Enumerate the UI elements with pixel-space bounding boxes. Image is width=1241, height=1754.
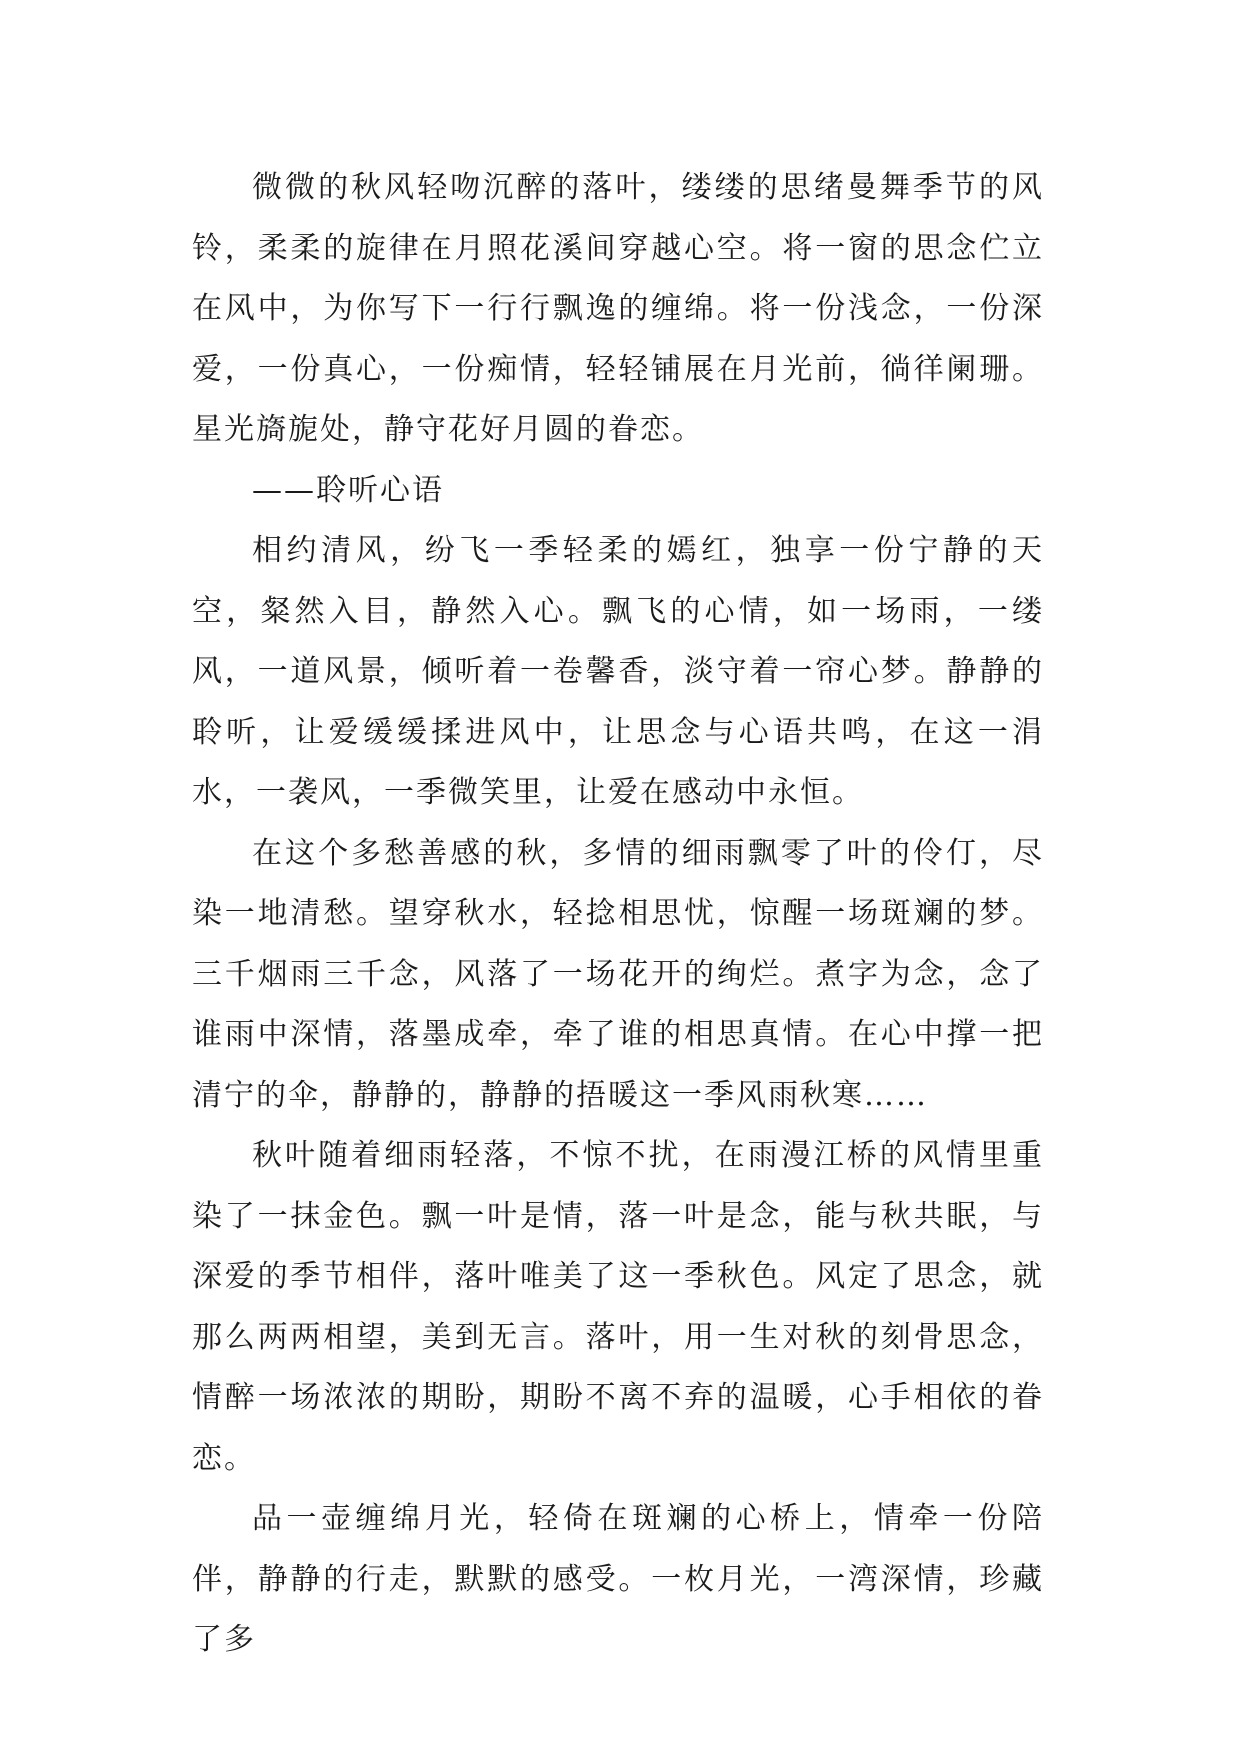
- paragraph-2: 相约清风，纷飞一季轻柔的嫣红，独享一份宁静的天空，粲然入目，静然入心。飘飞的心情，如一场雨，一缕风，一道风景，倾听着一卷馨香，淡守着一帘心梦。静静的聆听，让爱缓缓揉进风中，让思念与心语共鸣，在这一涓水，一袭风，一季微笑里，让爱在感动中永恒。: [192, 533, 1044, 810]
- paragraph-4: 秋叶随着细雨轻落，不惊不扰，在雨漫江桥的风情里重染了一抹金色。飘一叶是情，落一叶是念，能与秋共眠，与深爱的季节相伴，落叶唯美了这一季秋色。风定了思念，就那么两两相望，美到无言。落叶，用一生对秋的刻骨思念，情醉一场浓浓的期盼，期盼不离不弃的温暖，心手相依的眷恋。: [192, 1138, 1044, 1476]
- paragraph-5: 品一壶缠绵月光，轻倚在斑斓的心桥上，情牵一份陪伴，静静的行走，默默的感受。一枚月光，一湾深情，珍藏了多: [192, 1501, 1044, 1657]
- paragraph-1: 微微的秋风轻吻沉醉的落叶，缕缕的思绪曼舞季节的风铃，柔柔的旋律在月照花溪间穿越心空。将一窗的思念伫立在风中，为你写下一行行飘逸的缠绵。将一份浅念，一份深爱，一份真心，一份痴情，轻轻铺展在月光前，徜徉阑珊。星光旖旎处，静守花好月圆的眷恋。: [192, 170, 1044, 447]
- paragraph-3: 在这个多愁善感的秋，多情的细雨飘零了叶的伶仃，尽染一地清愁。望穿秋水，轻捻相思忧，惊醒一场斑斓的梦。三千烟雨三千念，风落了一场花开的绚烂。煮字为念，念了谁雨中深情，落墨成牵，牵了谁的相思真情。在心中撑一把清宁的伞，静静的，静静的捂暖这一季风雨秋寒……: [192, 835, 1044, 1113]
- article-body: [192, 158, 1044, 1671]
- signature-line: ——聆听心语: [252, 472, 444, 508]
